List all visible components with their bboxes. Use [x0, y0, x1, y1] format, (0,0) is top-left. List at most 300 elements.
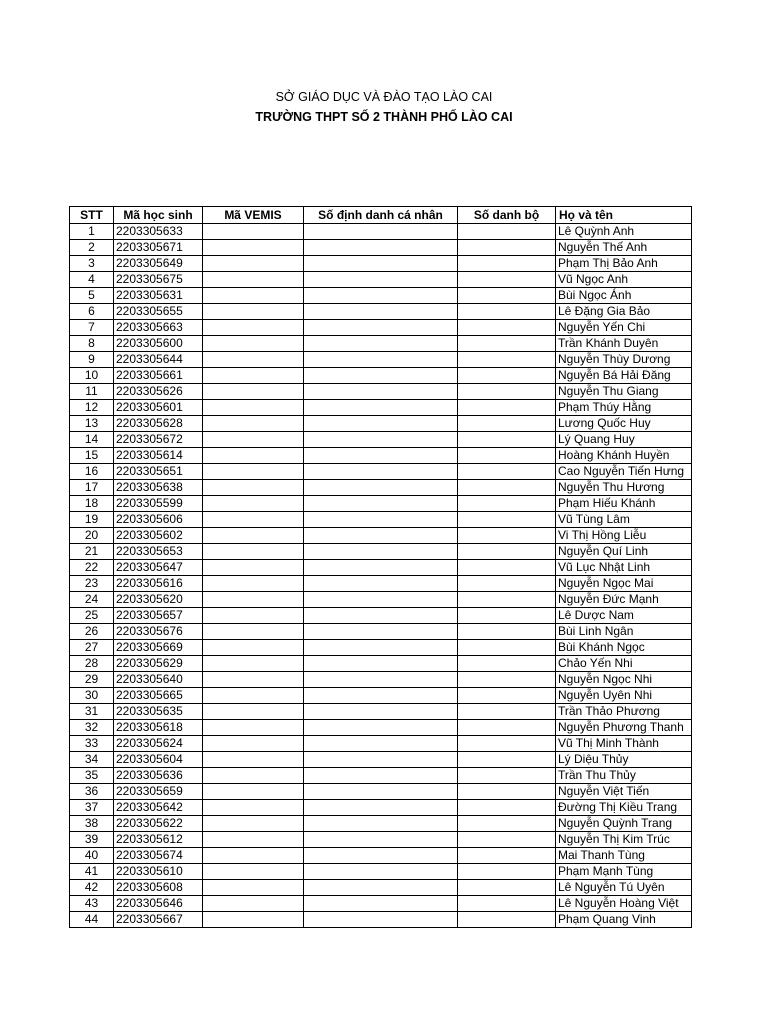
stt-cell: 30: [70, 688, 114, 704]
student-code-cell: 2203305657: [114, 608, 203, 624]
register-number-cell: [458, 400, 556, 416]
personal-id-cell: [304, 832, 458, 848]
school-heading: TRƯỜNG THPT SỐ 2 THÀNH PHỐ LÀO CAI: [255, 110, 513, 124]
register-number-cell: [458, 672, 556, 688]
personal-id-cell: [304, 736, 458, 752]
personal-id-cell: [304, 672, 458, 688]
table-row: [70, 832, 692, 848]
full-name-cell: Nguyễn Đức Mạnh: [556, 592, 692, 608]
student-code-cell: 2203305655: [114, 304, 203, 320]
student-code-cell: 2203305675: [114, 272, 203, 288]
full-name-cell: Lê Dược Nam: [556, 608, 692, 624]
vemis-code-cell: [203, 544, 304, 560]
table-row: [70, 656, 692, 672]
register-number-cell: [458, 896, 556, 912]
register-number-cell: [458, 320, 556, 336]
table-row: [70, 704, 692, 720]
student-code-cell: 2203305610: [114, 864, 203, 880]
register-number-cell: [458, 784, 556, 800]
table-row: [70, 432, 692, 448]
table-row: [70, 624, 692, 640]
personal-id-cell: [304, 848, 458, 864]
register-number-cell: [458, 688, 556, 704]
table-row: [70, 512, 692, 528]
student-code-cell: 2203305646: [114, 896, 203, 912]
full-name-cell: Nguyễn Bá Hải Đăng: [556, 368, 692, 384]
table-row: [70, 304, 692, 320]
personal-id-cell: [304, 688, 458, 704]
personal-id-cell: [304, 624, 458, 640]
register-number-cell: [458, 720, 556, 736]
register-number-cell: [458, 880, 556, 896]
personal-id-cell: [304, 304, 458, 320]
student-code-cell: 2203305659: [114, 784, 203, 800]
student-code-cell: 2203305606: [114, 512, 203, 528]
personal-id-cell: [304, 464, 458, 480]
full-name-cell: Nguyễn Phương Thanh: [556, 720, 692, 736]
personal-id-cell: [304, 800, 458, 816]
vemis-code-cell: [203, 416, 304, 432]
full-name-cell: Lê Nguyễn Tú Uyên: [556, 880, 692, 896]
table-row: [70, 464, 692, 480]
personal-id-cell: [304, 816, 458, 832]
full-name-cell: Phạm Thị Bảo Anh: [556, 256, 692, 272]
stt-cell: 19: [70, 512, 114, 528]
table-row: [70, 720, 692, 736]
table-row: [70, 352, 692, 368]
student-code-cell: 2203305638: [114, 480, 203, 496]
full-name-cell: Phạm Hiếu Khánh: [556, 496, 692, 512]
student-code-cell: 2203305674: [114, 848, 203, 864]
table-header-row: [70, 207, 692, 224]
student-code-cell: 2203305649: [114, 256, 203, 272]
personal-id-cell: [304, 432, 458, 448]
vemis-code-cell: [203, 480, 304, 496]
personal-id-cell: [304, 784, 458, 800]
register-number-cell: [458, 464, 556, 480]
personal-id-cell: [304, 560, 458, 576]
stt-cell: 40: [70, 848, 114, 864]
table-row: [70, 736, 692, 752]
register-number-cell: [458, 656, 556, 672]
student-code-cell: 2203305640: [114, 672, 203, 688]
register-number-cell: [458, 560, 556, 576]
vemis-code-cell: [203, 720, 304, 736]
table-row: [70, 752, 692, 768]
student-code-cell: 2203305614: [114, 448, 203, 464]
vemis-code-cell: [203, 704, 304, 720]
student-code-cell: 2203305671: [114, 240, 203, 256]
full-name-cell: Nguyễn Thế Anh: [556, 240, 692, 256]
personal-id-cell: [304, 656, 458, 672]
vemis-code-cell: [203, 320, 304, 336]
register-number-cell: [458, 640, 556, 656]
table-row: [70, 576, 692, 592]
vemis-code-cell: [203, 528, 304, 544]
column-header-personal-id: Số định danh cá nhân: [304, 207, 458, 224]
student-code-cell: 2203305622: [114, 816, 203, 832]
register-number-cell: [458, 608, 556, 624]
register-number-cell: [458, 432, 556, 448]
table-row: [70, 368, 692, 384]
personal-id-cell: [304, 608, 458, 624]
student-code-cell: 2203305663: [114, 320, 203, 336]
column-header-register-number: Số danh bộ: [458, 207, 556, 224]
stt-cell: 43: [70, 896, 114, 912]
student-code-cell: 2203305620: [114, 592, 203, 608]
personal-id-cell: [304, 912, 458, 928]
register-number-cell: [458, 736, 556, 752]
full-name-cell: Nguyễn Việt Tiến: [556, 784, 692, 800]
vemis-code-cell: [203, 640, 304, 656]
register-number-cell: [458, 240, 556, 256]
vemis-code-cell: [203, 848, 304, 864]
table-row: [70, 544, 692, 560]
student-code-cell: 2203305644: [114, 352, 203, 368]
stt-cell: 22: [70, 560, 114, 576]
stt-cell: 28: [70, 656, 114, 672]
stt-cell: 6: [70, 304, 114, 320]
department-heading: SỞ GIÁO DỤC VÀ ĐÀO TẠO LÀO CAI: [275, 90, 493, 104]
full-name-cell: Trần Khánh Duyên: [556, 336, 692, 352]
full-name-cell: Lê Đặng Gia Bảo: [556, 304, 692, 320]
full-name-cell: Lương Quốc Huy: [556, 416, 692, 432]
stt-cell: 12: [70, 400, 114, 416]
vemis-code-cell: [203, 896, 304, 912]
vemis-code-cell: [203, 400, 304, 416]
student-code-cell: 2203305635: [114, 704, 203, 720]
student-code-cell: 2203305667: [114, 912, 203, 928]
stt-cell: 41: [70, 864, 114, 880]
table-row: [70, 640, 692, 656]
vemis-code-cell: [203, 512, 304, 528]
full-name-cell: Phạm Thúy Hằng: [556, 400, 692, 416]
table-row: [70, 784, 692, 800]
register-number-cell: [458, 384, 556, 400]
table-row: [70, 384, 692, 400]
personal-id-cell: [304, 336, 458, 352]
student-code-cell: 2203305647: [114, 560, 203, 576]
register-number-cell: [458, 512, 556, 528]
register-number-cell: [458, 576, 556, 592]
vemis-code-cell: [203, 224, 304, 240]
student-code-cell: 2203305624: [114, 736, 203, 752]
vemis-code-cell: [203, 368, 304, 384]
stt-cell: 11: [70, 384, 114, 400]
personal-id-cell: [304, 320, 458, 336]
register-number-cell: [458, 288, 556, 304]
stt-cell: 37: [70, 800, 114, 816]
table-row: [70, 896, 692, 912]
personal-id-cell: [304, 224, 458, 240]
personal-id-cell: [304, 416, 458, 432]
table-row: [70, 448, 692, 464]
student-code-cell: 2203305626: [114, 384, 203, 400]
stt-cell: 34: [70, 752, 114, 768]
stt-cell: 29: [70, 672, 114, 688]
table-row: [70, 288, 692, 304]
table-row: [70, 768, 692, 784]
vemis-code-cell: [203, 240, 304, 256]
student-code-cell: 2203305602: [114, 528, 203, 544]
student-code-cell: 2203305616: [114, 576, 203, 592]
register-number-cell: [458, 336, 556, 352]
full-name-cell: Bùi Linh Ngân: [556, 624, 692, 640]
full-name-cell: Nguyễn Ngọc Mai: [556, 576, 692, 592]
register-number-cell: [458, 704, 556, 720]
full-name-cell: Lê Quỳnh Anh: [556, 224, 692, 240]
stt-cell: 35: [70, 768, 114, 784]
vemis-code-cell: [203, 784, 304, 800]
full-name-cell: Nguyễn Yến Chi: [556, 320, 692, 336]
register-number-cell: [458, 768, 556, 784]
personal-id-cell: [304, 384, 458, 400]
register-number-cell: [458, 848, 556, 864]
vemis-code-cell: [203, 608, 304, 624]
register-number-cell: [458, 912, 556, 928]
student-code-cell: 2203305604: [114, 752, 203, 768]
stt-cell: 10: [70, 368, 114, 384]
personal-id-cell: [304, 400, 458, 416]
register-number-cell: [458, 544, 556, 560]
student-code-cell: 2203305601: [114, 400, 203, 416]
personal-id-cell: [304, 480, 458, 496]
register-number-cell: [458, 528, 556, 544]
full-name-cell: Nguyễn Thị Kim Trúc: [556, 832, 692, 848]
vemis-code-cell: [203, 464, 304, 480]
vemis-code-cell: [203, 656, 304, 672]
student-code-cell: 2203305608: [114, 880, 203, 896]
student-code-cell: 2203305628: [114, 416, 203, 432]
table-row: [70, 224, 692, 240]
personal-id-cell: [304, 272, 458, 288]
table-row: [70, 864, 692, 880]
personal-id-cell: [304, 544, 458, 560]
table-row: [70, 880, 692, 896]
student-code-cell: 2203305629: [114, 656, 203, 672]
student-code-cell: 2203305612: [114, 832, 203, 848]
register-number-cell: [458, 800, 556, 816]
full-name-cell: Phạm Quang Vinh: [556, 912, 692, 928]
personal-id-cell: [304, 496, 458, 512]
student-code-cell: 2203305633: [114, 224, 203, 240]
table-row: [70, 912, 692, 928]
full-name-cell: Mai Thanh Tùng: [556, 848, 692, 864]
personal-id-cell: [304, 256, 458, 272]
personal-id-cell: [304, 864, 458, 880]
student-code-cell: 2203305618: [114, 720, 203, 736]
student-code-cell: 2203305672: [114, 432, 203, 448]
table-row: [70, 400, 692, 416]
personal-id-cell: [304, 768, 458, 784]
stt-cell: 15: [70, 448, 114, 464]
personal-id-cell: [304, 640, 458, 656]
register-number-cell: [458, 368, 556, 384]
full-name-cell: Nguyễn Thu Giang: [556, 384, 692, 400]
full-name-cell: Nguyễn Thu Hương: [556, 480, 692, 496]
stt-cell: 33: [70, 736, 114, 752]
vemis-code-cell: [203, 304, 304, 320]
personal-id-cell: [304, 448, 458, 464]
stt-cell: 27: [70, 640, 114, 656]
vemis-code-cell: [203, 832, 304, 848]
table-row: [70, 592, 692, 608]
full-name-cell: Nguyễn Ngọc Nhi: [556, 672, 692, 688]
student-code-cell: 2203305676: [114, 624, 203, 640]
register-number-cell: [458, 496, 556, 512]
student-code-cell: 2203305642: [114, 800, 203, 816]
full-name-cell: Chảo Yến Nhi: [556, 656, 692, 672]
personal-id-cell: [304, 528, 458, 544]
register-number-cell: [458, 832, 556, 848]
stt-cell: 31: [70, 704, 114, 720]
vemis-code-cell: [203, 576, 304, 592]
personal-id-cell: [304, 592, 458, 608]
personal-id-cell: [304, 368, 458, 384]
table-body: [70, 224, 692, 928]
student-roster-table: [69, 206, 692, 928]
table-row: [70, 480, 692, 496]
stt-cell: 21: [70, 544, 114, 560]
register-number-cell: [458, 816, 556, 832]
stt-cell: 17: [70, 480, 114, 496]
full-name-cell: Bùi Khánh Ngọc: [556, 640, 692, 656]
register-number-cell: [458, 592, 556, 608]
full-name-cell: Vũ Tùng Lâm: [556, 512, 692, 528]
stt-cell: 13: [70, 416, 114, 432]
student-code-cell: 2203305600: [114, 336, 203, 352]
vemis-code-cell: [203, 800, 304, 816]
stt-cell: 42: [70, 880, 114, 896]
table-row: [70, 800, 692, 816]
table-row: [70, 240, 692, 256]
stt-cell: 9: [70, 352, 114, 368]
student-code-cell: 2203305661: [114, 368, 203, 384]
full-name-cell: Bùi Ngọc Ánh: [556, 288, 692, 304]
full-name-cell: Lý Quang Huy: [556, 432, 692, 448]
full-name-cell: Vi Thị Hồng Liễu: [556, 528, 692, 544]
stt-cell: 26: [70, 624, 114, 640]
full-name-cell: Nguyễn Thùy Dương: [556, 352, 692, 368]
stt-cell: 5: [70, 288, 114, 304]
full-name-cell: Phạm Mạnh Tùng: [556, 864, 692, 880]
personal-id-cell: [304, 896, 458, 912]
table-row: [70, 528, 692, 544]
vemis-code-cell: [203, 672, 304, 688]
vemis-code-cell: [203, 816, 304, 832]
register-number-cell: [458, 304, 556, 320]
vemis-code-cell: [203, 352, 304, 368]
stt-cell: 1: [70, 224, 114, 240]
table-row: [70, 336, 692, 352]
vemis-code-cell: [203, 736, 304, 752]
full-name-cell: Trần Thảo Phương: [556, 704, 692, 720]
stt-cell: 32: [70, 720, 114, 736]
student-code-cell: 2203305653: [114, 544, 203, 560]
student-code-cell: 2203305631: [114, 288, 203, 304]
full-name-cell: Lê Nguyễn Hoàng Việt: [556, 896, 692, 912]
stt-cell: 24: [70, 592, 114, 608]
stt-cell: 36: [70, 784, 114, 800]
vemis-code-cell: [203, 272, 304, 288]
table-row: [70, 560, 692, 576]
table-row: [70, 608, 692, 624]
table-row: [70, 816, 692, 832]
vemis-code-cell: [203, 912, 304, 928]
column-header-full-name: Họ và tên: [556, 207, 692, 224]
personal-id-cell: [304, 288, 458, 304]
table-row: [70, 688, 692, 704]
full-name-cell: Nguyễn Quỳnh Trang: [556, 816, 692, 832]
vemis-code-cell: [203, 384, 304, 400]
register-number-cell: [458, 624, 556, 640]
stt-cell: 20: [70, 528, 114, 544]
student-code-cell: 2203305651: [114, 464, 203, 480]
full-name-cell: Trần Thu Thủy: [556, 768, 692, 784]
register-number-cell: [458, 448, 556, 464]
column-header-vemis-code: Mã VEMIS: [203, 207, 304, 224]
personal-id-cell: [304, 352, 458, 368]
stt-cell: 38: [70, 816, 114, 832]
stt-cell: 18: [70, 496, 114, 512]
personal-id-cell: [304, 240, 458, 256]
personal-id-cell: [304, 720, 458, 736]
vemis-code-cell: [203, 336, 304, 352]
full-name-cell: Lý Diệu Thủy: [556, 752, 692, 768]
vemis-code-cell: [203, 560, 304, 576]
column-header-student-code: Mã học sinh: [114, 207, 203, 224]
register-number-cell: [458, 480, 556, 496]
vemis-code-cell: [203, 256, 304, 272]
vemis-code-cell: [203, 752, 304, 768]
table-row: [70, 320, 692, 336]
vemis-code-cell: [203, 688, 304, 704]
stt-cell: 4: [70, 272, 114, 288]
stt-cell: 39: [70, 832, 114, 848]
table-row: [70, 256, 692, 272]
vemis-code-cell: [203, 624, 304, 640]
vemis-code-cell: [203, 432, 304, 448]
full-name-cell: Vũ Ngọc Anh: [556, 272, 692, 288]
table-row: [70, 416, 692, 432]
personal-id-cell: [304, 512, 458, 528]
full-name-cell: Hoàng Khánh Huyền: [556, 448, 692, 464]
register-number-cell: [458, 752, 556, 768]
vemis-code-cell: [203, 880, 304, 896]
table-row: [70, 672, 692, 688]
vemis-code-cell: [203, 864, 304, 880]
stt-cell: 44: [70, 912, 114, 928]
register-number-cell: [458, 256, 556, 272]
full-name-cell: Nguyễn Uyên Nhi: [556, 688, 692, 704]
full-name-cell: Vũ Lục Nhật Linh: [556, 560, 692, 576]
vemis-code-cell: [203, 448, 304, 464]
stt-cell: 3: [70, 256, 114, 272]
vemis-code-cell: [203, 288, 304, 304]
student-code-cell: 2203305669: [114, 640, 203, 656]
stt-cell: 16: [70, 464, 114, 480]
full-name-cell: Nguyễn Quí Linh: [556, 544, 692, 560]
stt-cell: 23: [70, 576, 114, 592]
vemis-code-cell: [203, 768, 304, 784]
student-code-cell: 2203305665: [114, 688, 203, 704]
stt-cell: 2: [70, 240, 114, 256]
register-number-cell: [458, 352, 556, 368]
personal-id-cell: [304, 752, 458, 768]
vemis-code-cell: [203, 592, 304, 608]
full-name-cell: Đường Thị Kiều Trang: [556, 800, 692, 816]
stt-cell: 14: [70, 432, 114, 448]
